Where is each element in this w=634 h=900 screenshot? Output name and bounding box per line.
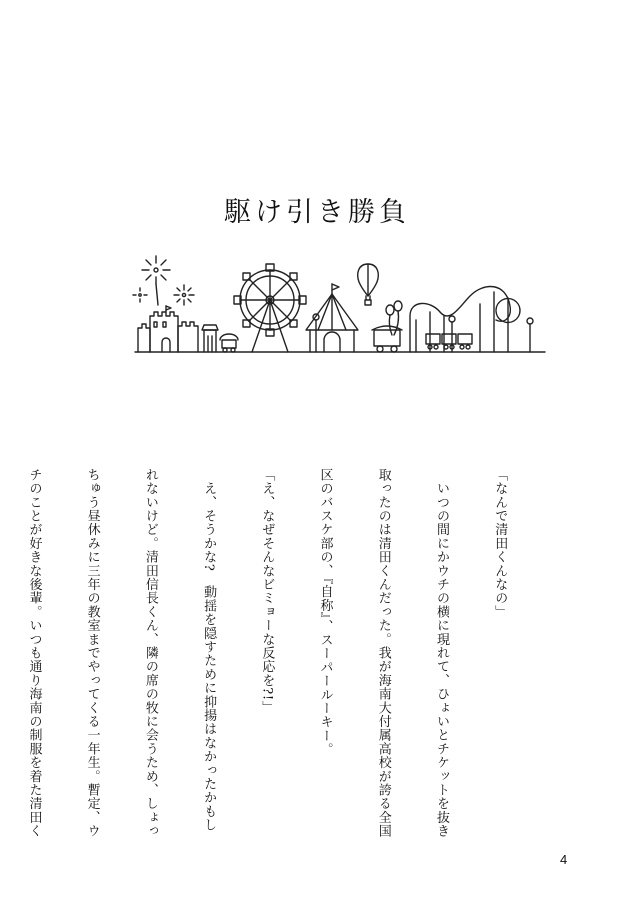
ferris-wheel-icon: [234, 264, 306, 352]
paragraph: いつの間にかウチの横に現れて、ひょいとチケットを抜き: [433, 468, 449, 838]
food-cart-icon: [220, 334, 238, 352]
kiosk-icon: [202, 325, 218, 352]
page-number: 4: [560, 852, 568, 867]
ticket-booth-icon: [372, 326, 402, 352]
paragraph: 「なんで清田くんなの」: [492, 468, 508, 619]
fireworks-icon: [133, 256, 194, 305]
roller-coaster-icon: [410, 287, 520, 352]
paragraph: チのことが好きな後輩。いつも通り海南の制服を着た清田く: [26, 468, 42, 838]
paragraph: 取ったのは清田くんだった。我が海南大付属高校が誇る全国: [375, 468, 391, 838]
story-text: [26, 468, 548, 868]
paragraph: ちゅう昼休みに三年の教室までやってくる一年生。暫定、ウ: [84, 468, 100, 838]
castle-icon: [138, 306, 198, 352]
hot-air-balloon-icon: [358, 264, 379, 305]
amusement-park-illustration: [130, 250, 550, 360]
paragraph: え、そうかな? 動揺を隠すために抑揚はなかったかもし: [201, 468, 217, 832]
paragraph: 区のバスケ部の、『自称』、スーパールーキー。: [317, 468, 333, 757]
chapter-title: 駆け引き勝負: [224, 197, 410, 228]
paragraph: 「え、なぜそんなビミョーな反応を?!」: [259, 468, 275, 715]
paragraph: れないけど。清田信長くん、隣の席の牧に会うため、しょっ: [142, 468, 158, 838]
